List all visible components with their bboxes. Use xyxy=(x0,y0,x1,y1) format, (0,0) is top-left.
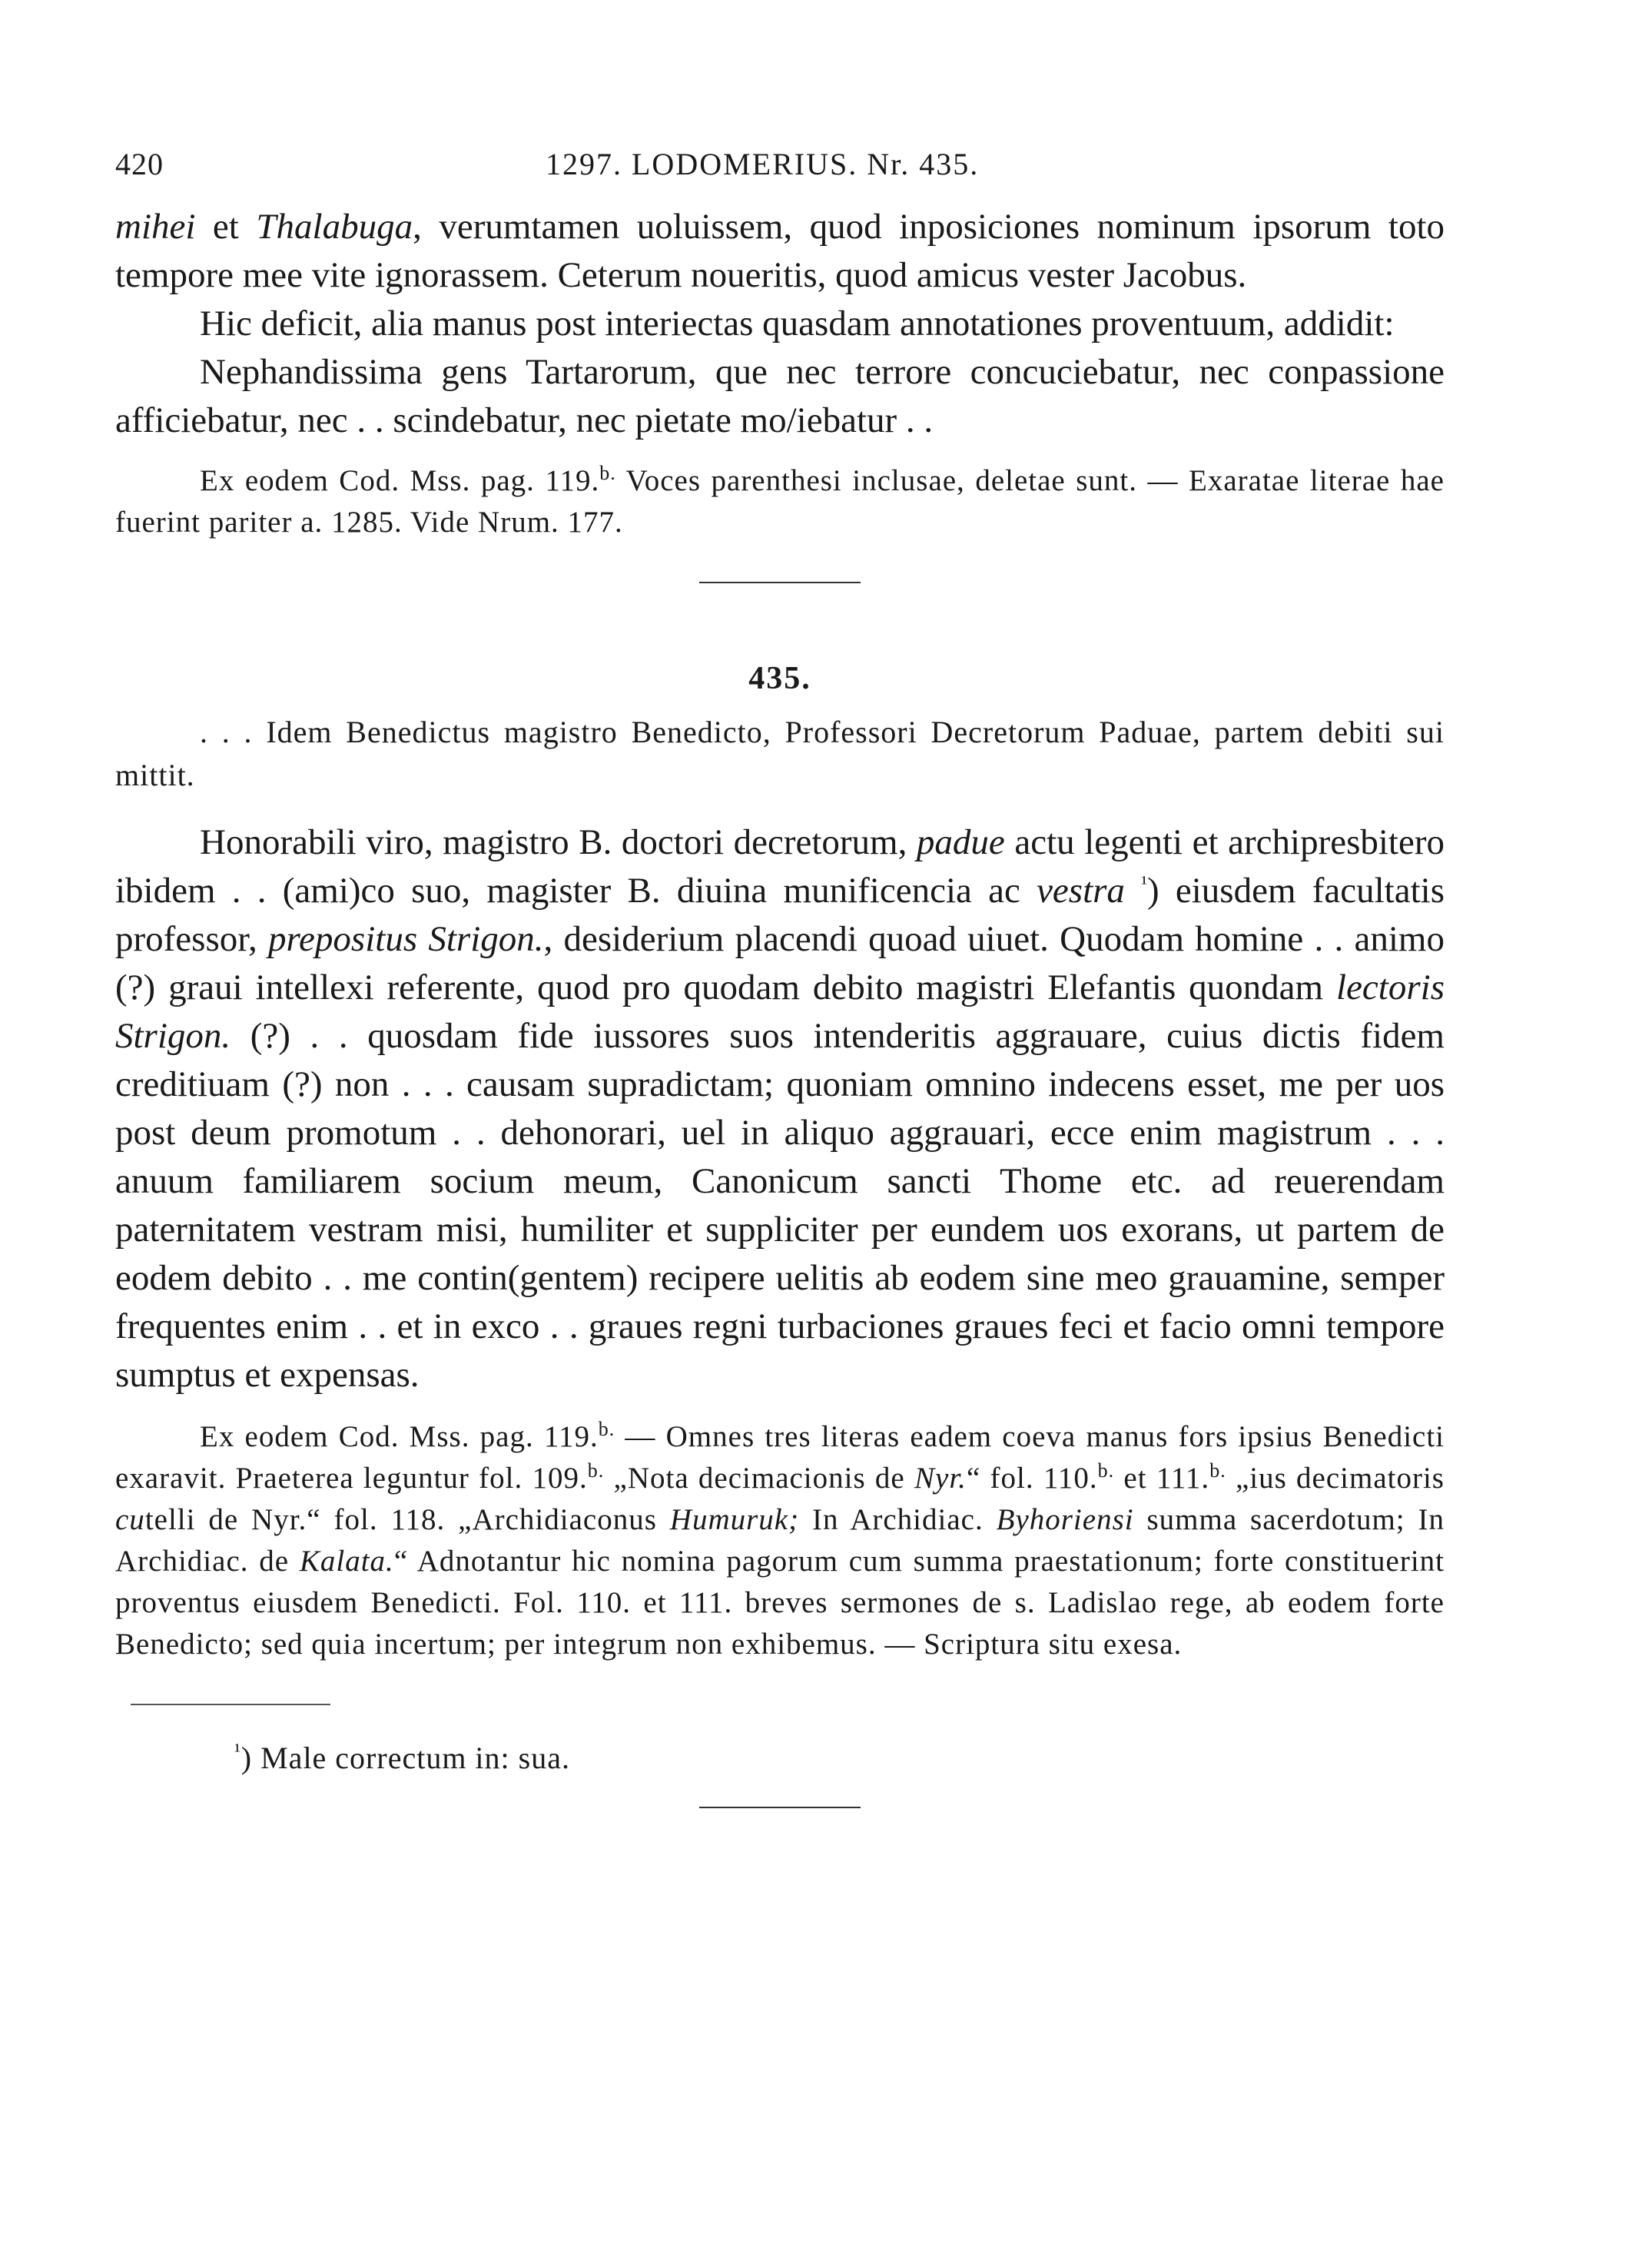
footnote-mark: ¹ xyxy=(234,1739,241,1762)
text-run: Honorabili viro, magistro B. doctori decretorum, xyxy=(200,822,917,862)
superscript-run: b. xyxy=(1209,1459,1226,1482)
document-number: 435. xyxy=(748,661,811,696)
italic-run: Kalata. xyxy=(299,1545,394,1578)
page xyxy=(115,146,1445,1808)
page-number: 420 xyxy=(115,147,164,181)
italic-run: vestra xyxy=(1037,871,1125,911)
italic-run: mihei xyxy=(115,207,196,247)
addition-text: Nephandissima gens Tartarorum, que nec terrore concuciebatur, nec conpassione afficiebatur, nec . . scindebatur, nec pietate mo/iebatur . . xyxy=(115,352,1445,440)
editorial-remark: Hic deficit, alia manus post interiectas quasdam annotationes proventuum, addidit: xyxy=(200,304,1395,344)
superscript-run: b. xyxy=(599,462,616,484)
text-run: summa sacerdotum; In Archidiac. de xyxy=(115,1503,1445,1578)
text-run: — Omnes tres literas eadem coeva manus fors ipsius Benedicti exaravit. Praeterea leguntur fol. 109. xyxy=(115,1420,1445,1495)
text-run: “ fol. 110. xyxy=(966,1462,1098,1495)
page-header xyxy=(115,146,1445,192)
text-run: “ Adnotantur hic nomina pagorum cum summa praestationum; forte constituerint proventus eiusdem Benedicti. Fol. 110. et 111. breves sermones de s. Ladislao rege, ab eodem forte Benedicto; sed quia incertum; per integrum non exhibemus. — Scriptura situ exesa. xyxy=(115,1545,1445,1661)
italic-run: lectoris Strigon. xyxy=(115,968,1445,1056)
italic-run: cu xyxy=(115,1503,145,1536)
text-run: (?) . . quosdam fide iussores suos intenderitis aggrauare, cuius dictis fidem creditiuam (?) non . . . causam supradictam; quoniam omnino indecens esset, me per uos post deum promotum . . dehonorari, uel in aliquo aggrauari, ecce enim magistrum . . . anuum familiarem socium meum, Canonicum sancti Thome etc. ad reuerendam paternitatem vestram misi, humiliter et suppliciter per eundem uos exorans, ut partem de eodem debito . . me contin(gentem) recipere uelitis ab eodem sine meo grauamine, semper frequentes enim . . et in exco . . graues regni turbaciones graues feci et facio omni tempore sumptus et expensas. xyxy=(115,1016,1445,1395)
italic-run: prepositus Strigon. xyxy=(268,919,544,959)
text-run xyxy=(1125,871,1141,911)
text-run: Ex eodem Cod. Mss. pag. 119. xyxy=(200,464,600,497)
text-run: Ex eodem Cod. Mss. pag. 119. xyxy=(200,1420,599,1453)
bottom-divider xyxy=(699,1807,861,1808)
text-run: Voces parenthesi inclusae, deletae sunt. — Exaratae literae hae fuerint pariter a. 1285. Vide Nrum. 177. xyxy=(115,464,1445,539)
source-note xyxy=(115,460,1445,543)
text-run: „ius decimatoris xyxy=(1226,1462,1445,1495)
italic-run: padue xyxy=(916,822,1005,862)
text-run: In Archidiac. xyxy=(799,1503,997,1536)
italic-run: Humuruk; xyxy=(669,1503,800,1536)
document-summary: . . . Idem Benedictus magistro Benedicto, Professori Decretorum Paduae, partem debiti sui mittit. xyxy=(115,715,1445,792)
text-run: „Nota decimacionis de xyxy=(604,1462,914,1495)
superscript-run: b. xyxy=(587,1459,605,1482)
text-run: , verumtamen uoluissem, quod inposiciones nominum ipsorum toto tempore mee vite ignorassem. Ceterum noueritis, quod amicus vester Jacobus. xyxy=(115,207,1445,295)
superscript-run: ¹ xyxy=(1141,871,1147,895)
footnote xyxy=(115,1738,1445,1779)
italic-run: Nyr. xyxy=(914,1462,967,1495)
source-note xyxy=(115,1416,1445,1665)
text-run: ) eiusdem facultatis professor, xyxy=(115,871,1445,959)
superscript-run: b. xyxy=(1097,1459,1115,1482)
text-run: telli de Nyr.“ fol. 118. „Archidiaconus xyxy=(144,1503,670,1536)
superscript-run: b. xyxy=(598,1418,615,1440)
running-head: 1297. LODOMERIUS. Nr. 435. xyxy=(546,147,980,181)
text-run: , desiderium placendi quoad uiuet. Quodam homine . . animo (?) graui intellexi referente, quod pro quodam debito magistri Elefantis quondam xyxy=(115,919,1445,1007)
previous-document-text xyxy=(115,203,1445,300)
document-text xyxy=(115,818,1445,1399)
text-run: actu legenti et archipresbitero ibidem . . (ami)co suo, magister B. diuina munificencia ac xyxy=(115,822,1445,911)
italic-run: Thalabuga xyxy=(256,207,413,247)
italic-run: Byhoriensi xyxy=(996,1503,1134,1536)
text-run: et 111. xyxy=(1114,1462,1210,1495)
text-run: et xyxy=(195,207,257,247)
footnote-text: ) Male correctum in: sua. xyxy=(241,1741,570,1775)
